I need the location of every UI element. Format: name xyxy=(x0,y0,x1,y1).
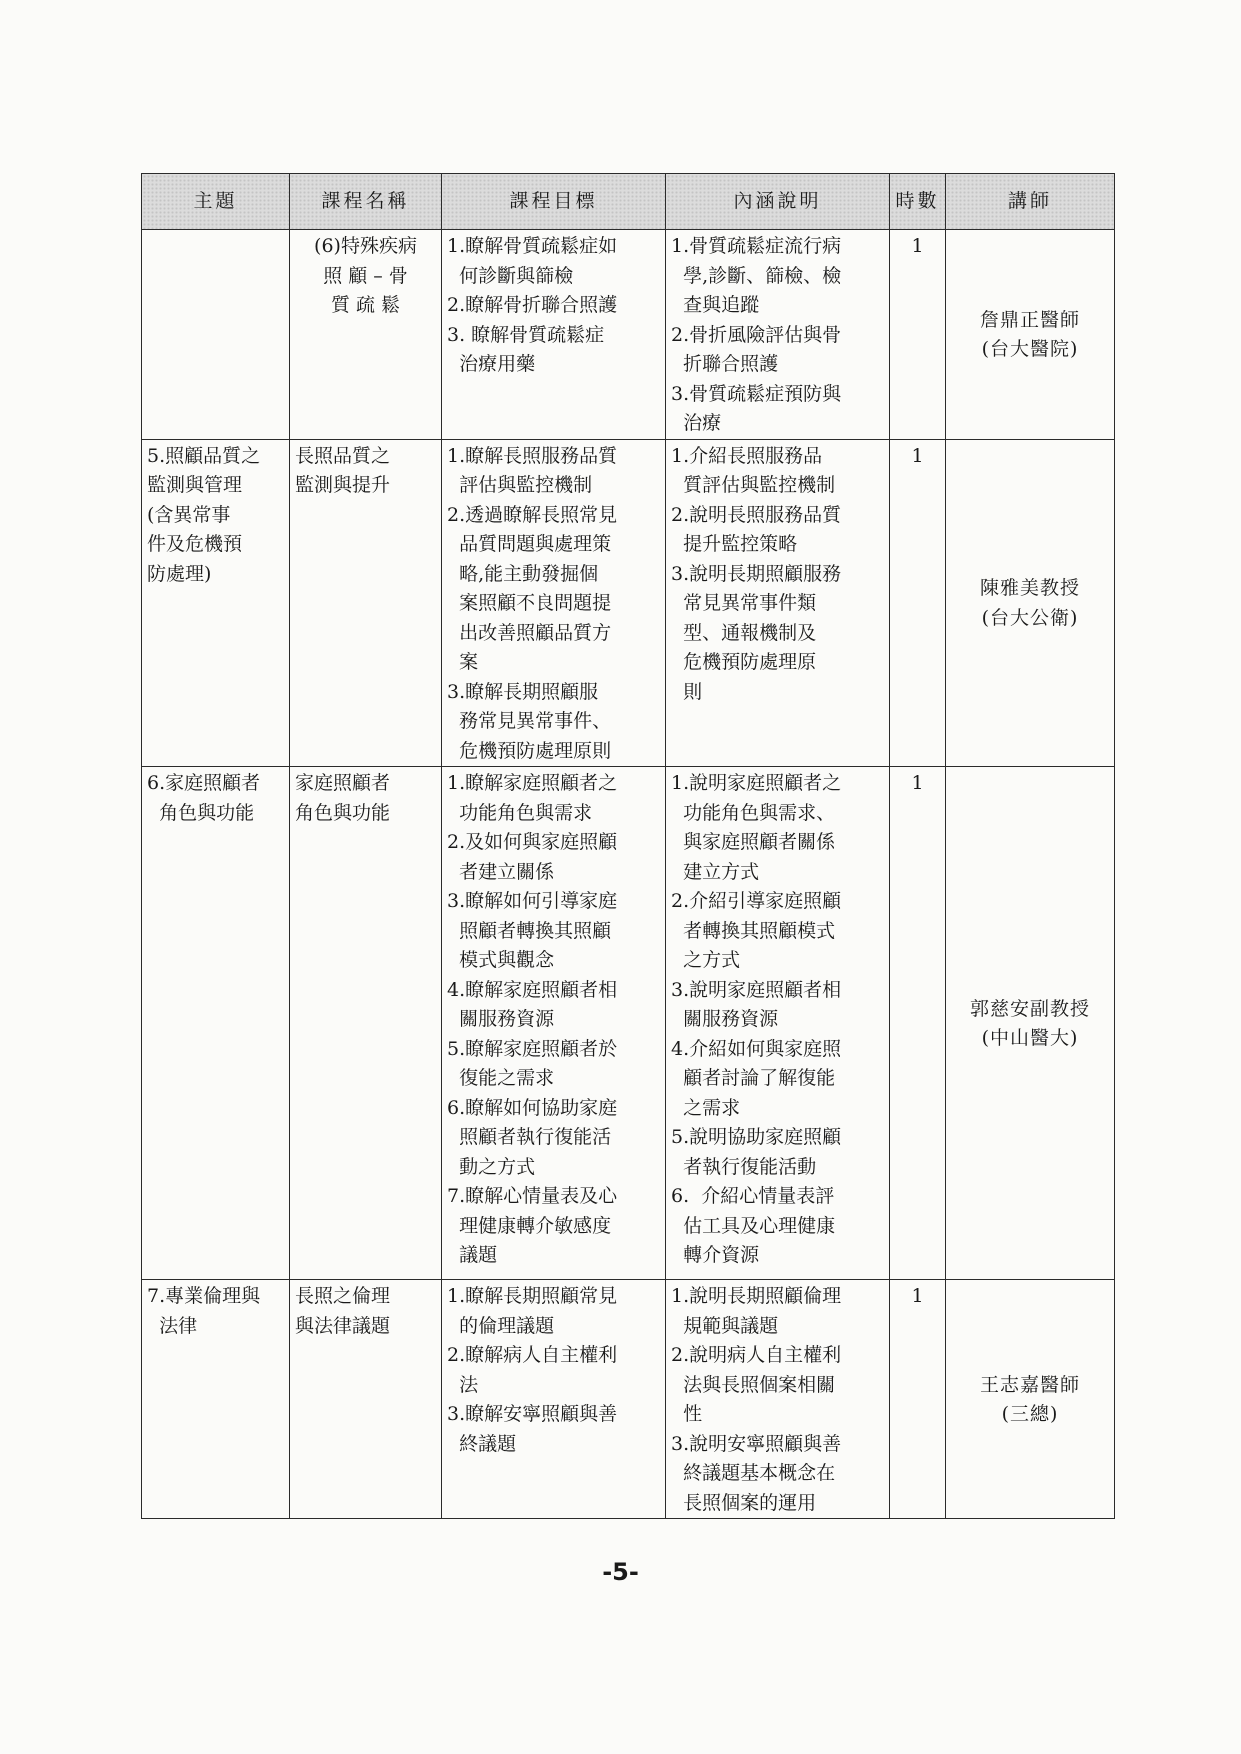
topic-cell xyxy=(142,767,290,1280)
cell-line: 1.瞭解骨質疏鬆症如 xyxy=(447,235,618,257)
cell-line: 2.說明病人自主權利 xyxy=(671,1344,842,1366)
cell-line: 防處理) xyxy=(147,562,212,585)
content-description-cell xyxy=(666,767,890,1280)
cell-line: 務常見異常事件、 xyxy=(447,710,612,732)
cell-line: 1.瞭解長照服務品質 xyxy=(447,444,618,467)
cell-line: 與家庭照顧者關係 xyxy=(671,831,836,853)
cell-line: 功能角色與需求 xyxy=(447,801,593,824)
header-course-goals: 課程目標 xyxy=(442,174,666,230)
cell-line: 品質問題與處理策 xyxy=(447,533,612,555)
cell-line: 2.透過瞭解長照常見 xyxy=(447,503,618,526)
cell-line: 1.說明長期照顧倫理 xyxy=(671,1285,842,1307)
cell-line: 型、通報機制及 xyxy=(671,621,817,644)
cell-line: 危機預防處理原則 xyxy=(447,739,612,762)
cell-line: 5.瞭解家庭照顧者於 xyxy=(447,1037,618,1060)
cell-line: 2.瞭解骨折聯合照護 xyxy=(447,294,618,316)
cell-line: 1.骨質疏鬆症流行病 xyxy=(671,235,842,257)
cell-line: (台大醫院) xyxy=(981,338,1079,361)
cell-line: 者執行復能活動 xyxy=(671,1155,817,1178)
cell-line: 長照品質之 xyxy=(295,444,391,467)
course-name-cell xyxy=(290,230,442,440)
header-row xyxy=(142,174,1115,230)
cell-line: 角色與功能 xyxy=(295,801,391,824)
cell-line: 動之方式 xyxy=(447,1155,536,1178)
cell-line: 建立方式 xyxy=(671,860,760,883)
cell-line: 常見異常事件類 xyxy=(671,592,817,614)
cell-line: 4.瞭解家庭照顧者相 xyxy=(447,978,618,1001)
cell-line: 學,診斷、篩檢、檢 xyxy=(671,264,842,287)
cell-line: 郭慈安副教授 xyxy=(969,997,1090,1020)
cell-line: 照 顧 – 骨 xyxy=(323,264,408,287)
cell-line: 陳雅美教授 xyxy=(979,577,1080,600)
cell-line: 案 xyxy=(447,651,479,673)
cell-line: 與法律議題 xyxy=(295,1314,391,1337)
cell-line: 詹鼎正醫師 xyxy=(979,308,1080,331)
course-goals-cell xyxy=(442,1280,666,1519)
cell-line: 照顧者轉換其照顧 xyxy=(447,919,612,942)
instructor-cell xyxy=(946,1280,1115,1519)
course-goals-cell xyxy=(442,767,666,1280)
cell-line: 案照顧不良問題提 xyxy=(447,592,612,614)
instructor-cell xyxy=(946,439,1115,767)
cell-line: 者建立關係 xyxy=(447,860,555,883)
content-description-cell xyxy=(666,439,890,767)
course-goals-cell xyxy=(442,439,666,767)
table-row xyxy=(142,767,1115,1280)
hours-cell: 1 xyxy=(890,1280,946,1519)
curriculum-table xyxy=(141,173,1115,1519)
cell-line: 提升監控策略 xyxy=(671,533,798,555)
cell-line: 3.瞭解長期照顧服 xyxy=(447,680,599,703)
cell-line: 何診斷與篩檢 xyxy=(447,264,574,287)
cell-line: 終議題 xyxy=(447,1432,517,1455)
table-row xyxy=(142,1280,1115,1519)
cell-line: 治療用藥 xyxy=(447,353,536,375)
cell-line: 王志嘉醫師 xyxy=(979,1373,1080,1396)
cell-line: 終議題基本概念在 xyxy=(671,1462,836,1484)
cell-line: 角色與功能 xyxy=(147,801,255,824)
page-number: -5- xyxy=(602,1558,639,1586)
content-description-cell xyxy=(666,1280,890,1519)
cell-line: 3. 瞭解骨質疏鬆症 xyxy=(447,323,605,346)
cell-line: 評估與監控機制 xyxy=(447,474,593,496)
cell-line: 1.說明家庭照顧者之 xyxy=(671,772,842,794)
course-name-cell xyxy=(290,1280,442,1519)
cell-line: 轉介資源 xyxy=(671,1244,760,1266)
cell-line: 法律 xyxy=(147,1314,198,1337)
cell-line: (6)特殊疾病 xyxy=(314,235,417,257)
cell-line: 長照之倫理 xyxy=(295,1285,391,1307)
cell-line: (含異常事 xyxy=(147,503,231,526)
cell-line: 之需求 xyxy=(671,1096,741,1119)
cell-line: 顧者討論了解復能 xyxy=(671,1067,836,1089)
cell-line: 治療 xyxy=(671,412,722,434)
instructor-cell xyxy=(946,230,1115,440)
cell-line: 3.說明長期照顧服務 xyxy=(671,562,842,585)
cell-line: 者轉換其照顧模式 xyxy=(671,919,836,942)
cell-line: 理健康轉介敏感度 xyxy=(447,1214,612,1237)
cell-line: 之方式 xyxy=(671,949,741,971)
cell-line: 1.瞭解家庭照顧者之 xyxy=(447,772,618,794)
cell-line: 法 xyxy=(447,1373,479,1396)
cell-line: 1.瞭解長期照顧常見 xyxy=(447,1285,618,1307)
course-goals-cell xyxy=(442,230,666,440)
cell-line: 3.說明家庭照顧者相 xyxy=(671,978,842,1001)
cell-line: 復能之需求 xyxy=(447,1067,555,1089)
table-row xyxy=(142,439,1115,767)
content-description-cell xyxy=(666,230,890,440)
course-name-cell xyxy=(290,439,442,767)
cell-line: 4.介紹如何與家庭照 xyxy=(671,1037,842,1060)
hours-cell: 1 xyxy=(890,230,946,440)
cell-line: 質評估與監控機制 xyxy=(671,474,836,496)
cell-line: 3.說明安寧照顧與善 xyxy=(671,1432,842,1455)
topic-cell xyxy=(142,1280,290,1519)
cell-line: 3.骨質疏鬆症預防與 xyxy=(671,382,842,405)
cell-line: (中山醫大) xyxy=(981,1027,1079,1049)
cell-line: 議題 xyxy=(447,1244,498,1266)
cell-line: 長照個案的運用 xyxy=(671,1491,817,1514)
cell-line: 監測與提升 xyxy=(295,474,391,496)
table-row xyxy=(142,230,1115,440)
instructor-cell xyxy=(946,767,1115,1280)
cell-line: 性 xyxy=(671,1403,703,1425)
cell-line: 則 xyxy=(671,680,703,703)
cell-line: 2.介紹引導家庭照顧 xyxy=(671,890,842,912)
cell-line: 7.瞭解心情量表及心 xyxy=(447,1185,618,1207)
cell-line: 2.說明長照服務品質 xyxy=(671,503,842,526)
cell-line: 略,能主動發掘個 xyxy=(447,562,599,585)
cell-line: 件及危機預 xyxy=(147,533,243,555)
cell-line: 6.瞭解如何協助家庭 xyxy=(447,1096,618,1119)
cell-line: (三總) xyxy=(1001,1403,1059,1425)
cell-line: 折聯合照護 xyxy=(671,353,779,375)
header-hours: 時數 xyxy=(890,174,946,230)
cell-line: (台大公衛) xyxy=(981,606,1079,629)
cell-line: 照顧者執行復能活 xyxy=(447,1126,612,1148)
cell-line: 2.骨折風險評估與骨 xyxy=(671,323,842,346)
header-content-description: 內涵說明 xyxy=(666,174,890,230)
hours-cell: 1 xyxy=(890,439,946,767)
cell-line: 5.照顧品質之 xyxy=(147,444,261,467)
cell-line: 1.介紹長照服務品 xyxy=(671,444,823,467)
cell-line: 危機預防處理原 xyxy=(671,651,817,673)
cell-line: 5.說明協助家庭照顧 xyxy=(671,1126,842,1148)
cell-line: 監測與管理 xyxy=(147,474,243,496)
hours-cell: 1 xyxy=(890,767,946,1280)
cell-line: 3.瞭解安寧照顧與善 xyxy=(447,1403,618,1425)
cell-line: 3.瞭解如何引導家庭 xyxy=(447,890,618,912)
header-instructor: 講師 xyxy=(946,174,1115,230)
cell-line: 2.及如何與家庭照顧 xyxy=(447,831,618,853)
topic-cell xyxy=(142,230,290,440)
cell-line: 2.瞭解病人自主權利 xyxy=(447,1344,618,1366)
cell-line: 模式與觀念 xyxy=(447,949,555,971)
cell-line: 關服務資源 xyxy=(447,1008,555,1030)
cell-line: 質 疏 鬆 xyxy=(330,294,401,316)
cell-line: 法與長照個案相關 xyxy=(671,1373,836,1396)
cell-line: 功能角色與需求、 xyxy=(671,801,836,824)
header-course-name: 課程名稱 xyxy=(290,174,442,230)
cell-line: 的倫理議題 xyxy=(447,1314,555,1337)
cell-line: 查與追蹤 xyxy=(671,294,760,316)
cell-line: 關服務資源 xyxy=(671,1008,779,1030)
header-topic: 主題 xyxy=(142,174,290,230)
cell-line: 估工具及心理健康 xyxy=(671,1214,836,1237)
cell-line: 7.專業倫理與 xyxy=(147,1285,261,1307)
cell-line: 家庭照顧者 xyxy=(295,772,391,794)
cell-line: 6.家庭照顧者 xyxy=(147,772,261,794)
course-name-cell xyxy=(290,767,442,1280)
cell-line: 6. 介紹心情量表評 xyxy=(671,1185,835,1207)
topic-cell xyxy=(142,439,290,767)
cell-line: 規範與議題 xyxy=(671,1314,779,1337)
cell-line: 出改善照顧品質方 xyxy=(447,621,612,644)
